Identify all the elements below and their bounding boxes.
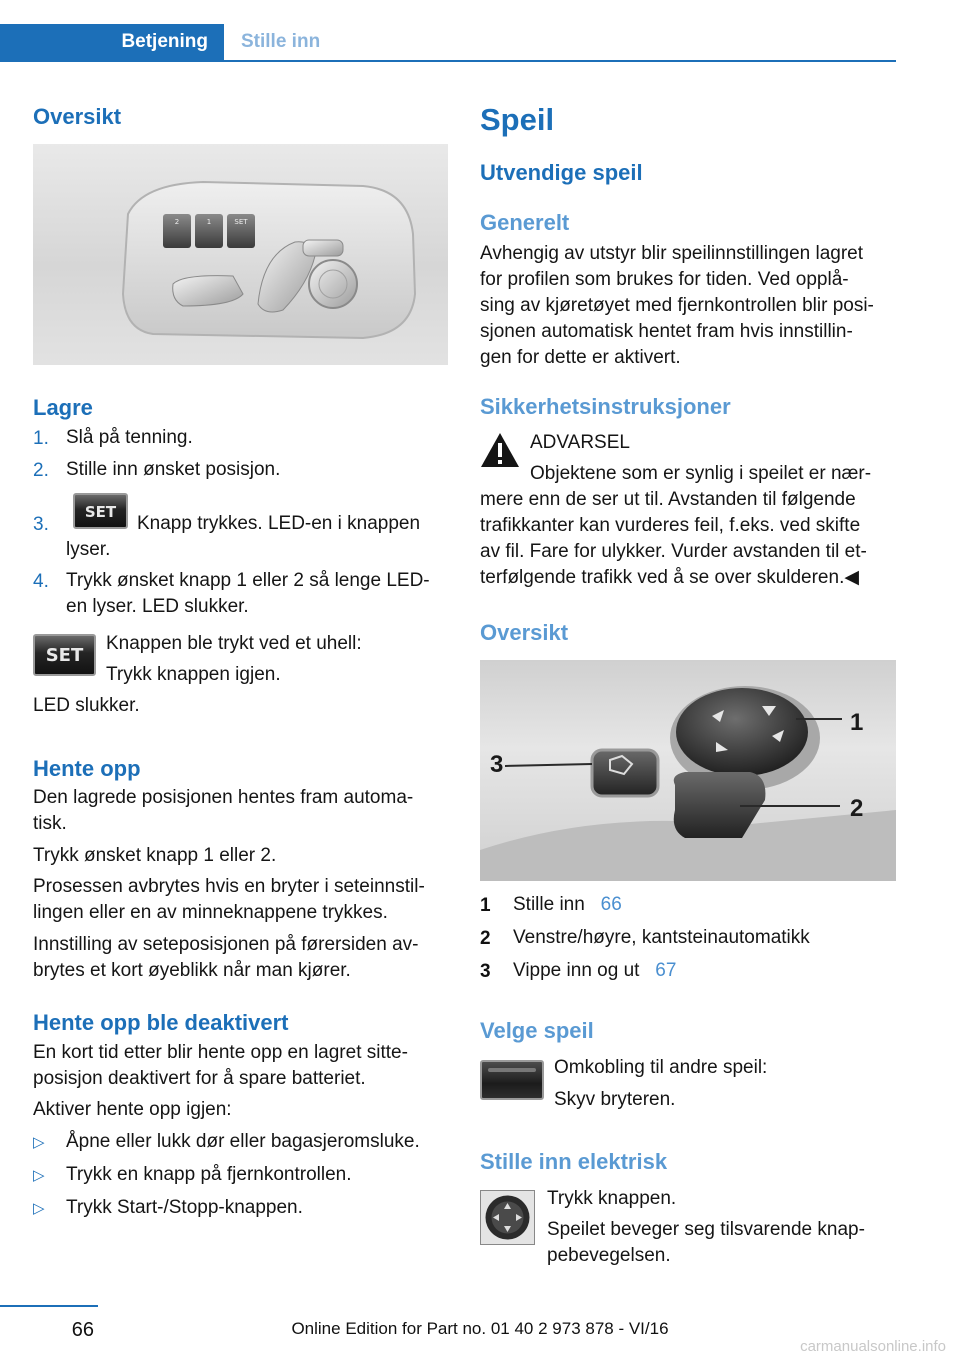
paragraph-line: av fil. Fare for ulykker. Vurder avstanden til et- (480, 541, 867, 562)
set-button-icon: SET (33, 634, 96, 676)
mirror-switch-icon (480, 1060, 544, 1100)
mirror-controls-illustration (480, 660, 896, 881)
paragraph-line: posisjon deaktivert for å spare batteriet. (33, 1068, 366, 1089)
legend-item: Stille inn 66 (513, 894, 622, 915)
bullet-item: Trykk Start-/Stopp-knappen. (66, 1197, 303, 1218)
header-tabs (0, 0, 960, 62)
header-rule (224, 60, 896, 62)
paragraph-line: pebevegelsen. (547, 1245, 671, 1266)
bullet-triangle-icon: ▷ (33, 1167, 45, 1184)
paragraph-line: gen for dette er aktivert. (480, 347, 681, 368)
bullet-triangle-icon: ▷ (33, 1134, 45, 1151)
paragraph-line: sjonen automatisk hentet fram hvis innstillin- (480, 321, 853, 342)
paragraph-line: for profilen som brukes for tiden. Ved opplå- (480, 269, 849, 290)
paragraph-line: Aktiver hente opp igjen: (33, 1099, 232, 1120)
callout-2: 2 (850, 795, 864, 822)
step-text: Slå på tenning. (66, 427, 193, 448)
paragraph-line: brytes et kort øyeblikk når man kjører. (33, 960, 351, 981)
stille-inn-elektrisk-heading: Stille inn elektrisk (480, 1149, 668, 1174)
paragraph-line: Den lagrede posisjonen hentes fram automa- (33, 787, 414, 808)
page-link-67[interactable]: 67 (655, 960, 677, 981)
generelt-heading: Generelt (480, 210, 570, 235)
paragraph-line: lingen eller en av minneknappene trykkes. (33, 902, 388, 923)
paragraph-line: sing av kjøretøyet med fjernkontrollen blir posi- (480, 295, 874, 316)
callout-3: 3 (490, 751, 504, 778)
paragraph-line: Innstilling av seteposisjonen på førersiden av- (33, 934, 419, 955)
step-number: 3. (33, 514, 49, 535)
paragraph-line: En kort tid etter blir hente opp en lagret sitte- (33, 1042, 408, 1063)
page-link-66[interactable]: 66 (600, 894, 622, 915)
paragraph-line: Objektene som er synlig i speilet er nær- (530, 463, 872, 484)
legend-number: 2 (480, 928, 491, 949)
deaktivert-heading: Hente opp ble deaktivert (33, 1010, 289, 1035)
velge-speil-heading: Velge speil (480, 1018, 594, 1043)
led-off-text: LED slukker. (33, 695, 140, 716)
paragraph-line: terfølgende trafikk ved å se over skulderen.◀ (480, 567, 859, 588)
paragraph-line: trafikkanter kan vurderes feil, f.eks. ved skifte (480, 515, 861, 536)
paragraph-line: Avhengig av utstyr blir speilinnstillingen lagret (480, 243, 864, 264)
note-text: Trykk knappen igjen. (106, 664, 281, 685)
tab-stille-inn[interactable]: Stille inn (241, 31, 321, 52)
footer-rule (0, 1305, 98, 1307)
mirror-controls-photo (480, 660, 896, 881)
tab-betjening[interactable]: Betjening (0, 24, 224, 62)
paragraph-line: mere enn de ser ut til. Avstanden til følgende (480, 489, 856, 510)
step-text: Knapp trykkes. LED-en i knappen (137, 513, 421, 534)
edition-text: Online Edition for Part no. 01 40 2 973 878 - VI/16 (291, 1319, 669, 1338)
paragraph-line: tisk. (33, 813, 67, 834)
warning-title: ADVARSEL (530, 432, 630, 453)
paragraph-line: Omkobling til andre speil: (554, 1057, 768, 1078)
lagre-heading: Lagre (33, 395, 93, 420)
step-text: lyser. (66, 539, 111, 560)
step-text: en lyser. LED slukker. (66, 596, 249, 617)
watermark-logo: carmanualsonline.info (800, 1338, 946, 1355)
step-number: 4. (33, 571, 49, 592)
bullet-triangle-icon: ▷ (33, 1200, 45, 1217)
utvendige-speil-heading: Utvendige speil (480, 160, 643, 185)
seat-controls-photo (33, 144, 448, 365)
paragraph-line: Trykk knappen. (547, 1188, 677, 1209)
legend-number: 1 (480, 895, 491, 916)
step-number: 1. (33, 428, 49, 449)
bullet-item: Trykk en knapp på fjernkontrollen. (66, 1164, 352, 1185)
step-text: Stille inn ønsket posisjon. (66, 459, 281, 480)
paragraph-line: Speilet beveger seg tilsvarende knap- (547, 1219, 865, 1240)
set-label: SET (234, 218, 248, 226)
step-number: 2. (33, 460, 49, 481)
note-text: Knappen ble trykt ved et uhell: (106, 633, 362, 654)
page-number: 66 (71, 1319, 94, 1341)
callout-1: 1 (850, 709, 864, 736)
legend-item: Vippe inn og ut 67 (513, 960, 677, 981)
warning-triangle-icon (480, 432, 520, 468)
hente-opp-heading: Hente opp (33, 756, 141, 781)
memory-2-label: 2 (174, 218, 180, 226)
bullet-item: Åpne eller lukk dør eller bagasjeromsluke. (66, 1131, 420, 1152)
sikkerhet-heading: Sikkerhetsinstruksjoner (480, 394, 731, 419)
paragraph-line: Skyv bryteren. (554, 1089, 676, 1110)
speil-heading: Speil (480, 102, 555, 137)
legend-number: 3 (480, 961, 491, 982)
oversikt-heading-right: Oversikt (480, 620, 569, 645)
step-text: Trykk ønsket knapp 1 eller 2 så lenge LED- (66, 570, 430, 591)
paragraph-line: Prosessen avbrytes hvis en bryter i seteinnstil- (33, 876, 425, 897)
set-button-icon: SET (73, 493, 128, 529)
mirror-adjust-button-icon (480, 1190, 535, 1245)
seat-controls-illustration (33, 144, 448, 365)
memory-1-label: 1 (206, 218, 212, 226)
oversikt-heading: Oversikt (33, 104, 122, 129)
legend-item: Venstre/høyre, kantsteinautomatikk (513, 927, 810, 948)
paragraph-line: Trykk ønsket knapp 1 eller 2. (33, 845, 277, 866)
